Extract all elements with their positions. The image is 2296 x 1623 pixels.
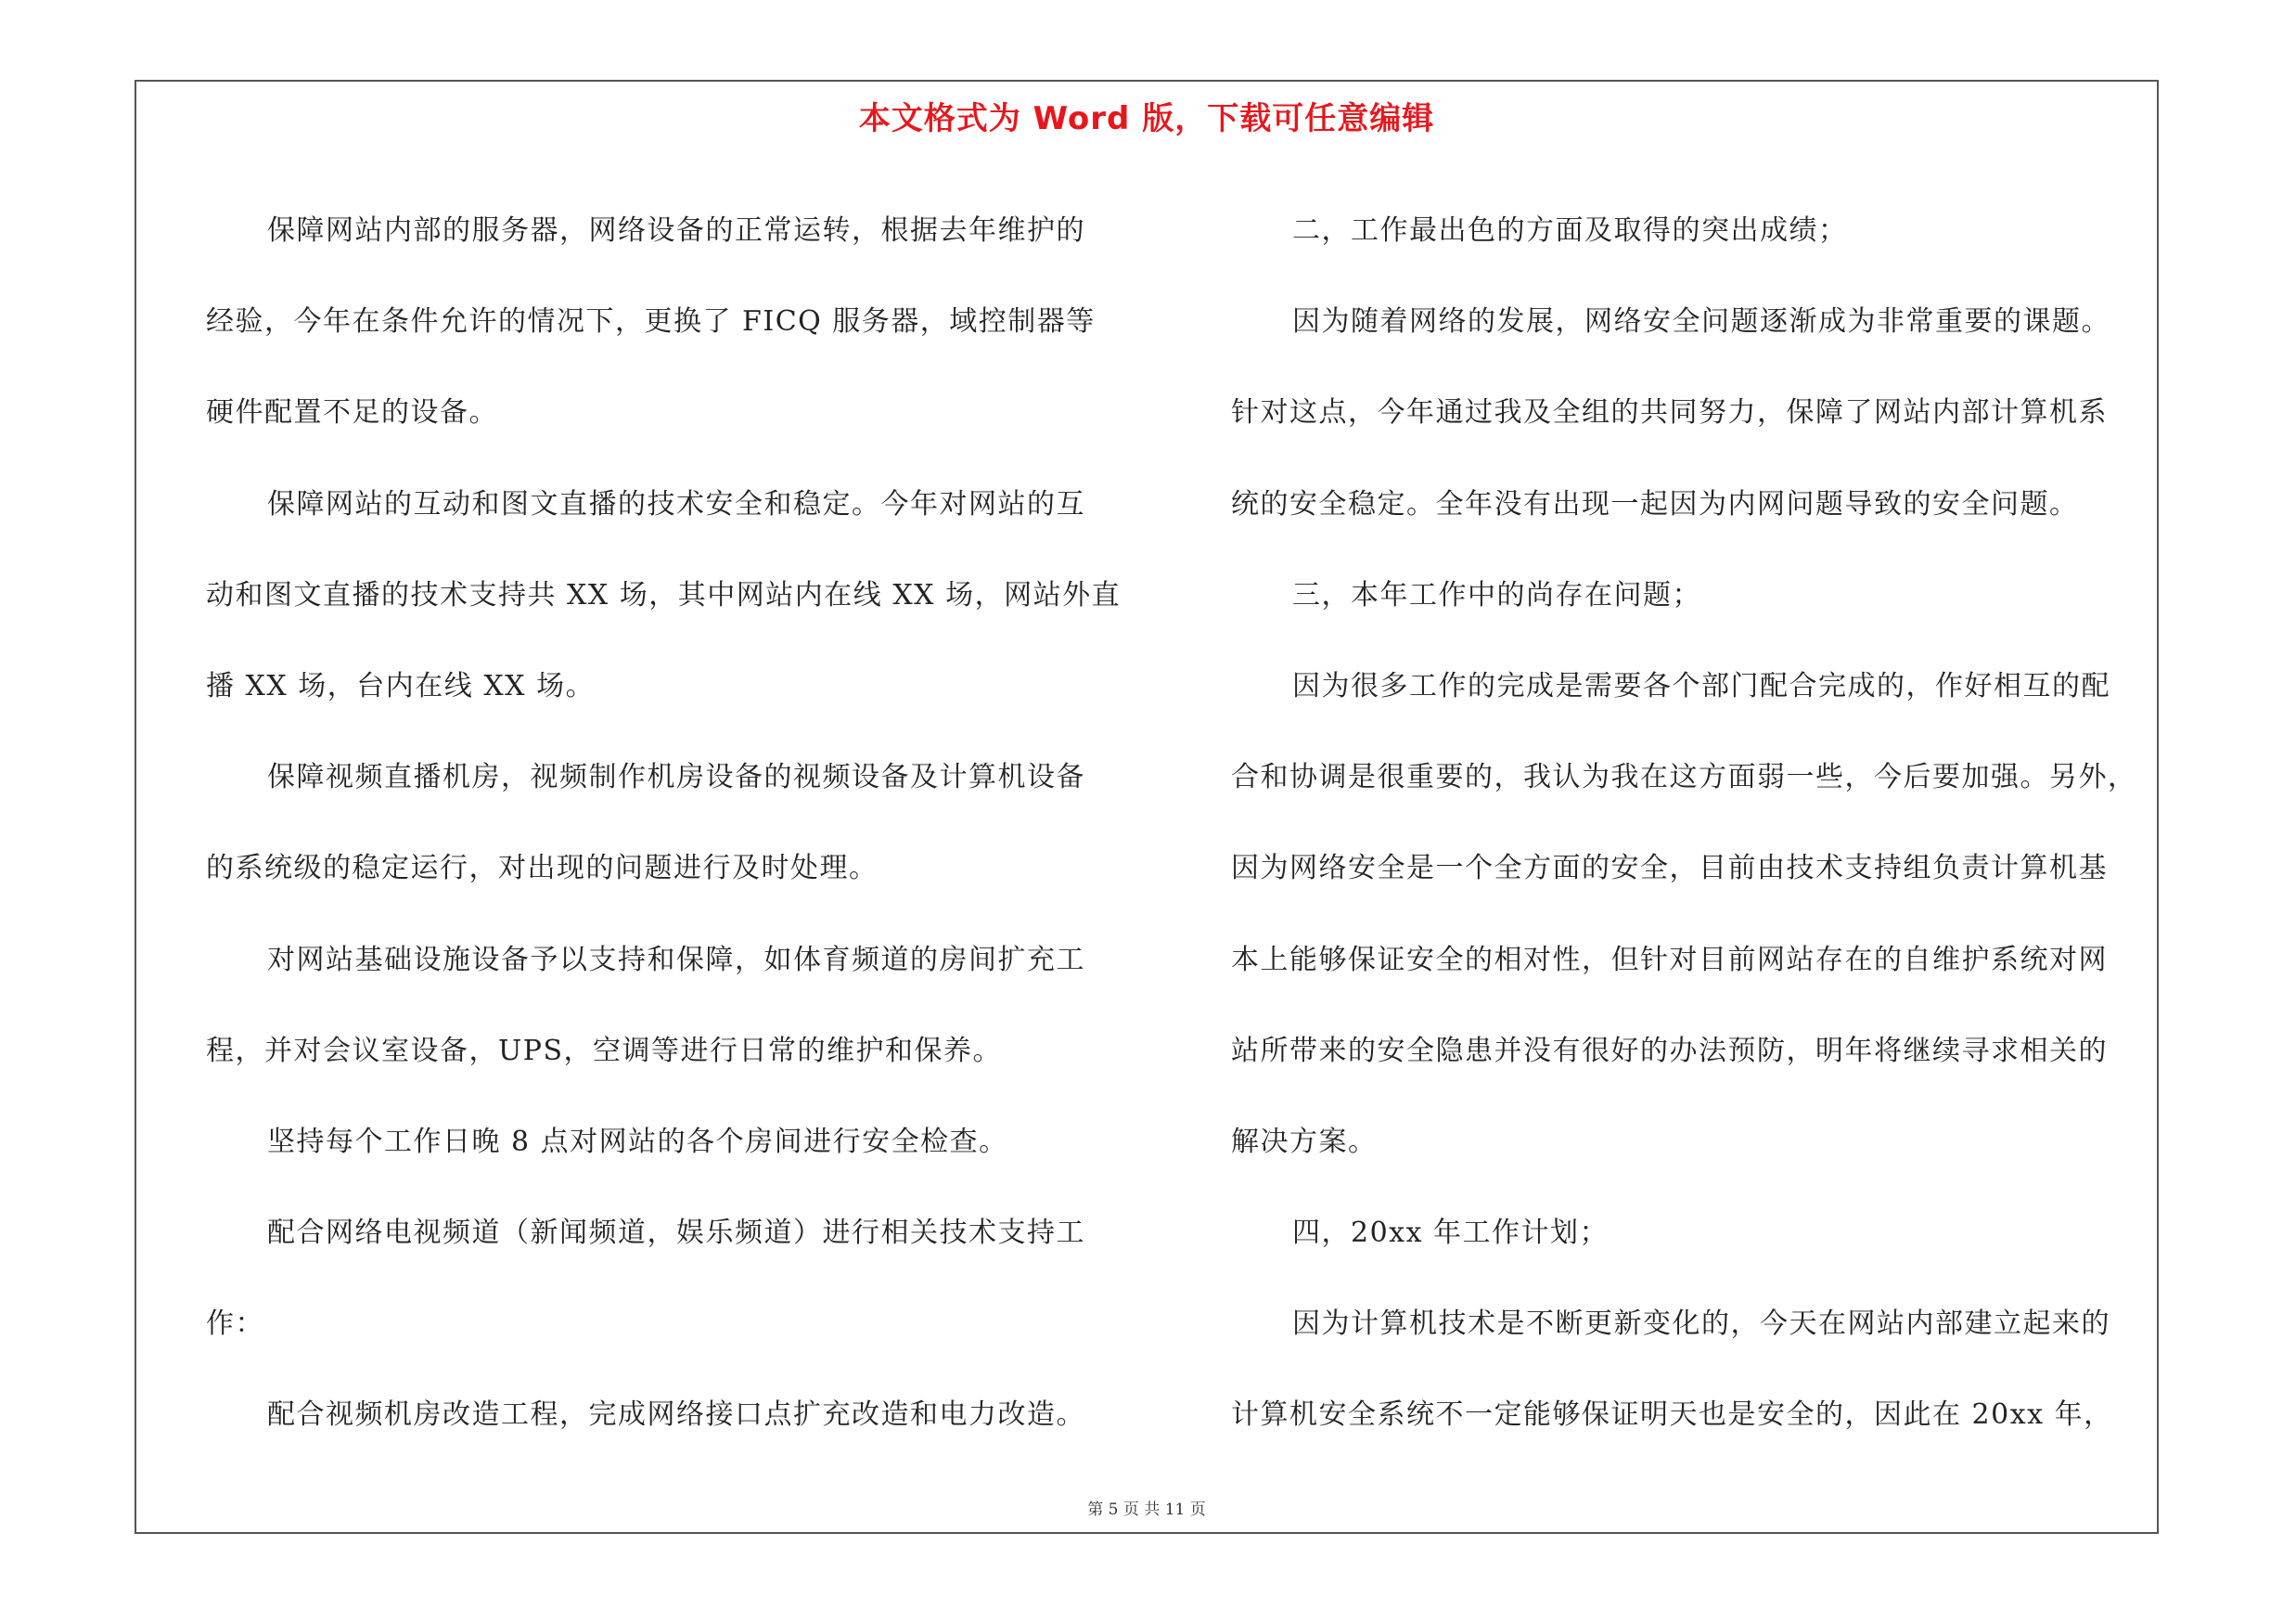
text-line: 本上能够保证安全的相对性，但针对目前网站存在的自维护系统对网 <box>1231 943 2108 976</box>
page-number-footer: 第 5 页 共 11 页 <box>1087 1501 1206 1519</box>
text-line: 坚持每个工作日晚 8 点对网站的各个房间进行安全检查。 <box>267 1125 1008 1158</box>
text-line: 硬件配置不足的设备。 <box>206 396 498 430</box>
text-line: 统的安全稳定。全年没有出现一起因为内网问题导致的安全问题。 <box>1231 487 2079 521</box>
text-line: 配合网络电视频道（新闻频道，娱乐频道）进行相关技术支持工 <box>267 1217 1085 1250</box>
text-line: 因为网络安全是一个全方面的安全，目前由技术支持组负责计算机基 <box>1231 852 2108 885</box>
text-line: 站所带来的安全隐患并没有很好的办法预防，明年将继续寻求相关的 <box>1231 1034 2108 1067</box>
text-line: 播 XX 场，台内在线 XX 场。 <box>206 669 596 702</box>
text-line: 针对这点，今年通过我及全组的共同努力，保障了网站内部计算机系 <box>1231 396 2108 430</box>
text-line: 保障网站的互动和图文直播的技术安全和稳定。今年对网站的互 <box>267 487 1085 521</box>
text-line: 作： <box>206 1307 264 1341</box>
section-heading: 四，20xx 年工作计划； <box>1292 1217 1610 1250</box>
text-line: 合和协调是很重要的，我认为我在这方面弱一些，今后要加强。另外， <box>1231 761 2137 794</box>
text-line: 解决方案。 <box>1231 1125 1378 1158</box>
text-line: 的系统级的稳定运行，对出现的问题进行及时处理。 <box>206 852 879 885</box>
text-line: 保障视频直播机房，视频制作机房设备的视频设备及计算机设备 <box>267 761 1085 794</box>
text-line: 因为很多工作的完成是需要各个部门配合完成的，作好相互的配 <box>1292 669 2110 702</box>
right-text-column <box>1231 186 2159 1462</box>
text-line: 保障网站内部的服务器，网络设备的正常运转，根据去年维护的 <box>267 214 1085 247</box>
page-frame <box>135 80 2159 1534</box>
text-line: 程，并对会议室设备，UPS，空调等进行日常的维护和保养。 <box>206 1034 1003 1067</box>
text-line: 对网站基础设施设备予以支持和保障，如体育频道的房间扩充工 <box>267 943 1085 976</box>
text-line: 经验，今年在条件允许的情况下，更换了 FICQ 服务器，域控制器等 <box>206 305 1096 339</box>
format-banner: 本文格式为 Word 版，下载可任意编辑 <box>858 100 1435 137</box>
text-line: 计算机安全系统不一定能够保证明天也是安全的，因此在 20xx 年， <box>1231 1398 2113 1432</box>
text-line: 因为计算机技术是不断更新变化的，今天在网站内部建立起来的 <box>1292 1307 2110 1341</box>
section-heading: 二，工作最出色的方面及取得的突出成绩； <box>1292 214 1848 247</box>
text-line: 动和图文直播的技术支持共 XX 场，其中网站内在线 XX 场，网站外直 <box>206 578 1122 612</box>
text-line: 因为随着网络的发展，网络安全问题逐渐成为非常重要的课题。 <box>1292 305 2110 339</box>
section-heading: 三，本年工作中的尚存在问题； <box>1292 578 1701 612</box>
text-line: 配合视频机房改造工程，完成网络接口点扩充改造和电力改造。 <box>267 1398 1085 1432</box>
left-text-column <box>206 186 1134 1462</box>
